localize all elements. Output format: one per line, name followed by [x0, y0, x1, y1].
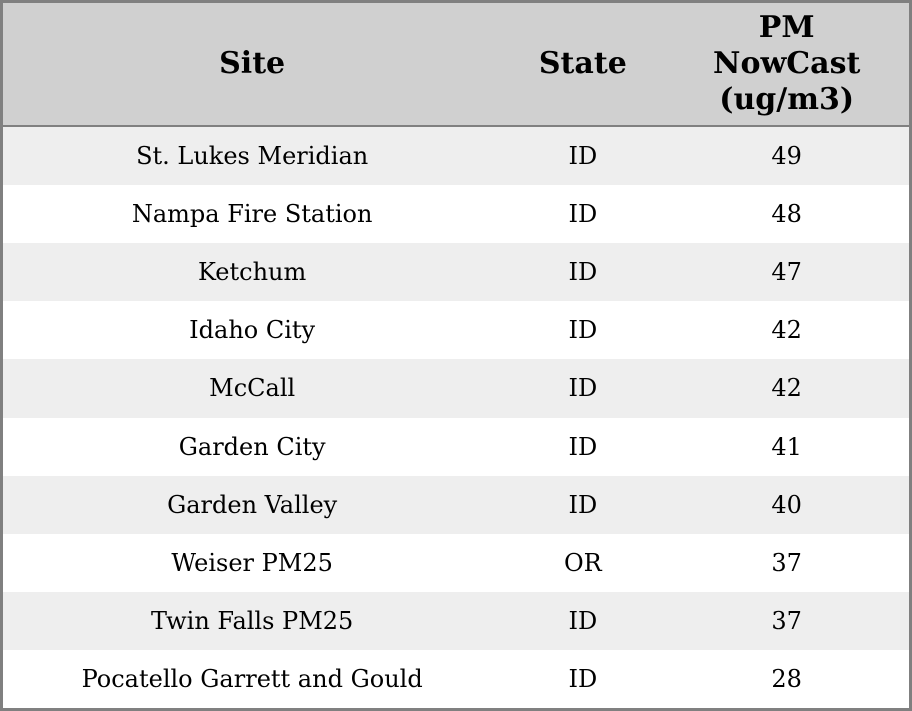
state-cell: ID: [568, 490, 598, 519]
table-row: [3, 476, 909, 534]
table-row: [3, 301, 909, 359]
site-cell: Nampa Fire Station: [131, 200, 373, 229]
pm-cell: 40: [771, 490, 802, 519]
site-cell: Ketchum: [198, 258, 307, 287]
pm-cell: 48: [771, 200, 802, 229]
pm-cell: 42: [771, 316, 802, 345]
site-cell: Garden Valley: [167, 490, 338, 519]
column-header-pm-nowcast: [664, 3, 909, 126]
table-row: [3, 592, 909, 650]
pm-cell: 41: [771, 432, 802, 461]
table-header: [3, 3, 909, 126]
pm-cell: 47: [771, 258, 802, 287]
state-cell: ID: [568, 606, 598, 635]
table-row: [3, 650, 909, 708]
state-cell: OR: [563, 548, 602, 577]
table-row: [3, 534, 909, 592]
site-cell: Garden City: [178, 432, 326, 461]
pm-cell: 37: [771, 548, 802, 577]
pm-nowcast-table: [3, 3, 909, 708]
state-cell: ID: [568, 258, 598, 287]
header-row: [3, 3, 909, 126]
table-row: [3, 185, 909, 243]
pm-cell: 37: [771, 606, 802, 635]
site-cell: St. Lukes Meridian: [136, 142, 369, 171]
site-cell: Weiser PM25: [171, 548, 333, 577]
column-header-state: State: [501, 3, 664, 126]
column-header-site: Site: [3, 3, 501, 126]
table-body: [3, 126, 909, 708]
pm-cell: 42: [771, 374, 802, 403]
state-cell: ID: [568, 200, 598, 229]
state-cell: ID: [568, 432, 598, 461]
site-cell: Idaho City: [189, 316, 316, 345]
table-row: [3, 359, 909, 417]
site-cell: McCall: [209, 374, 296, 403]
table-row: [3, 126, 909, 185]
column-header-pm-nowcast-label: PM NowCast (ug/m3): [713, 10, 861, 117]
state-cell: ID: [568, 142, 598, 171]
state-cell: ID: [568, 316, 598, 345]
site-cell: Pocatello Garrett and Gould: [81, 664, 423, 693]
pm-cell: 28: [771, 664, 802, 693]
pm-cell: 49: [771, 142, 802, 171]
table-row: [3, 418, 909, 476]
state-cell: ID: [568, 664, 598, 693]
state-cell: ID: [568, 374, 598, 403]
table-row: [3, 243, 909, 301]
site-cell: Twin Falls PM25: [150, 606, 354, 635]
